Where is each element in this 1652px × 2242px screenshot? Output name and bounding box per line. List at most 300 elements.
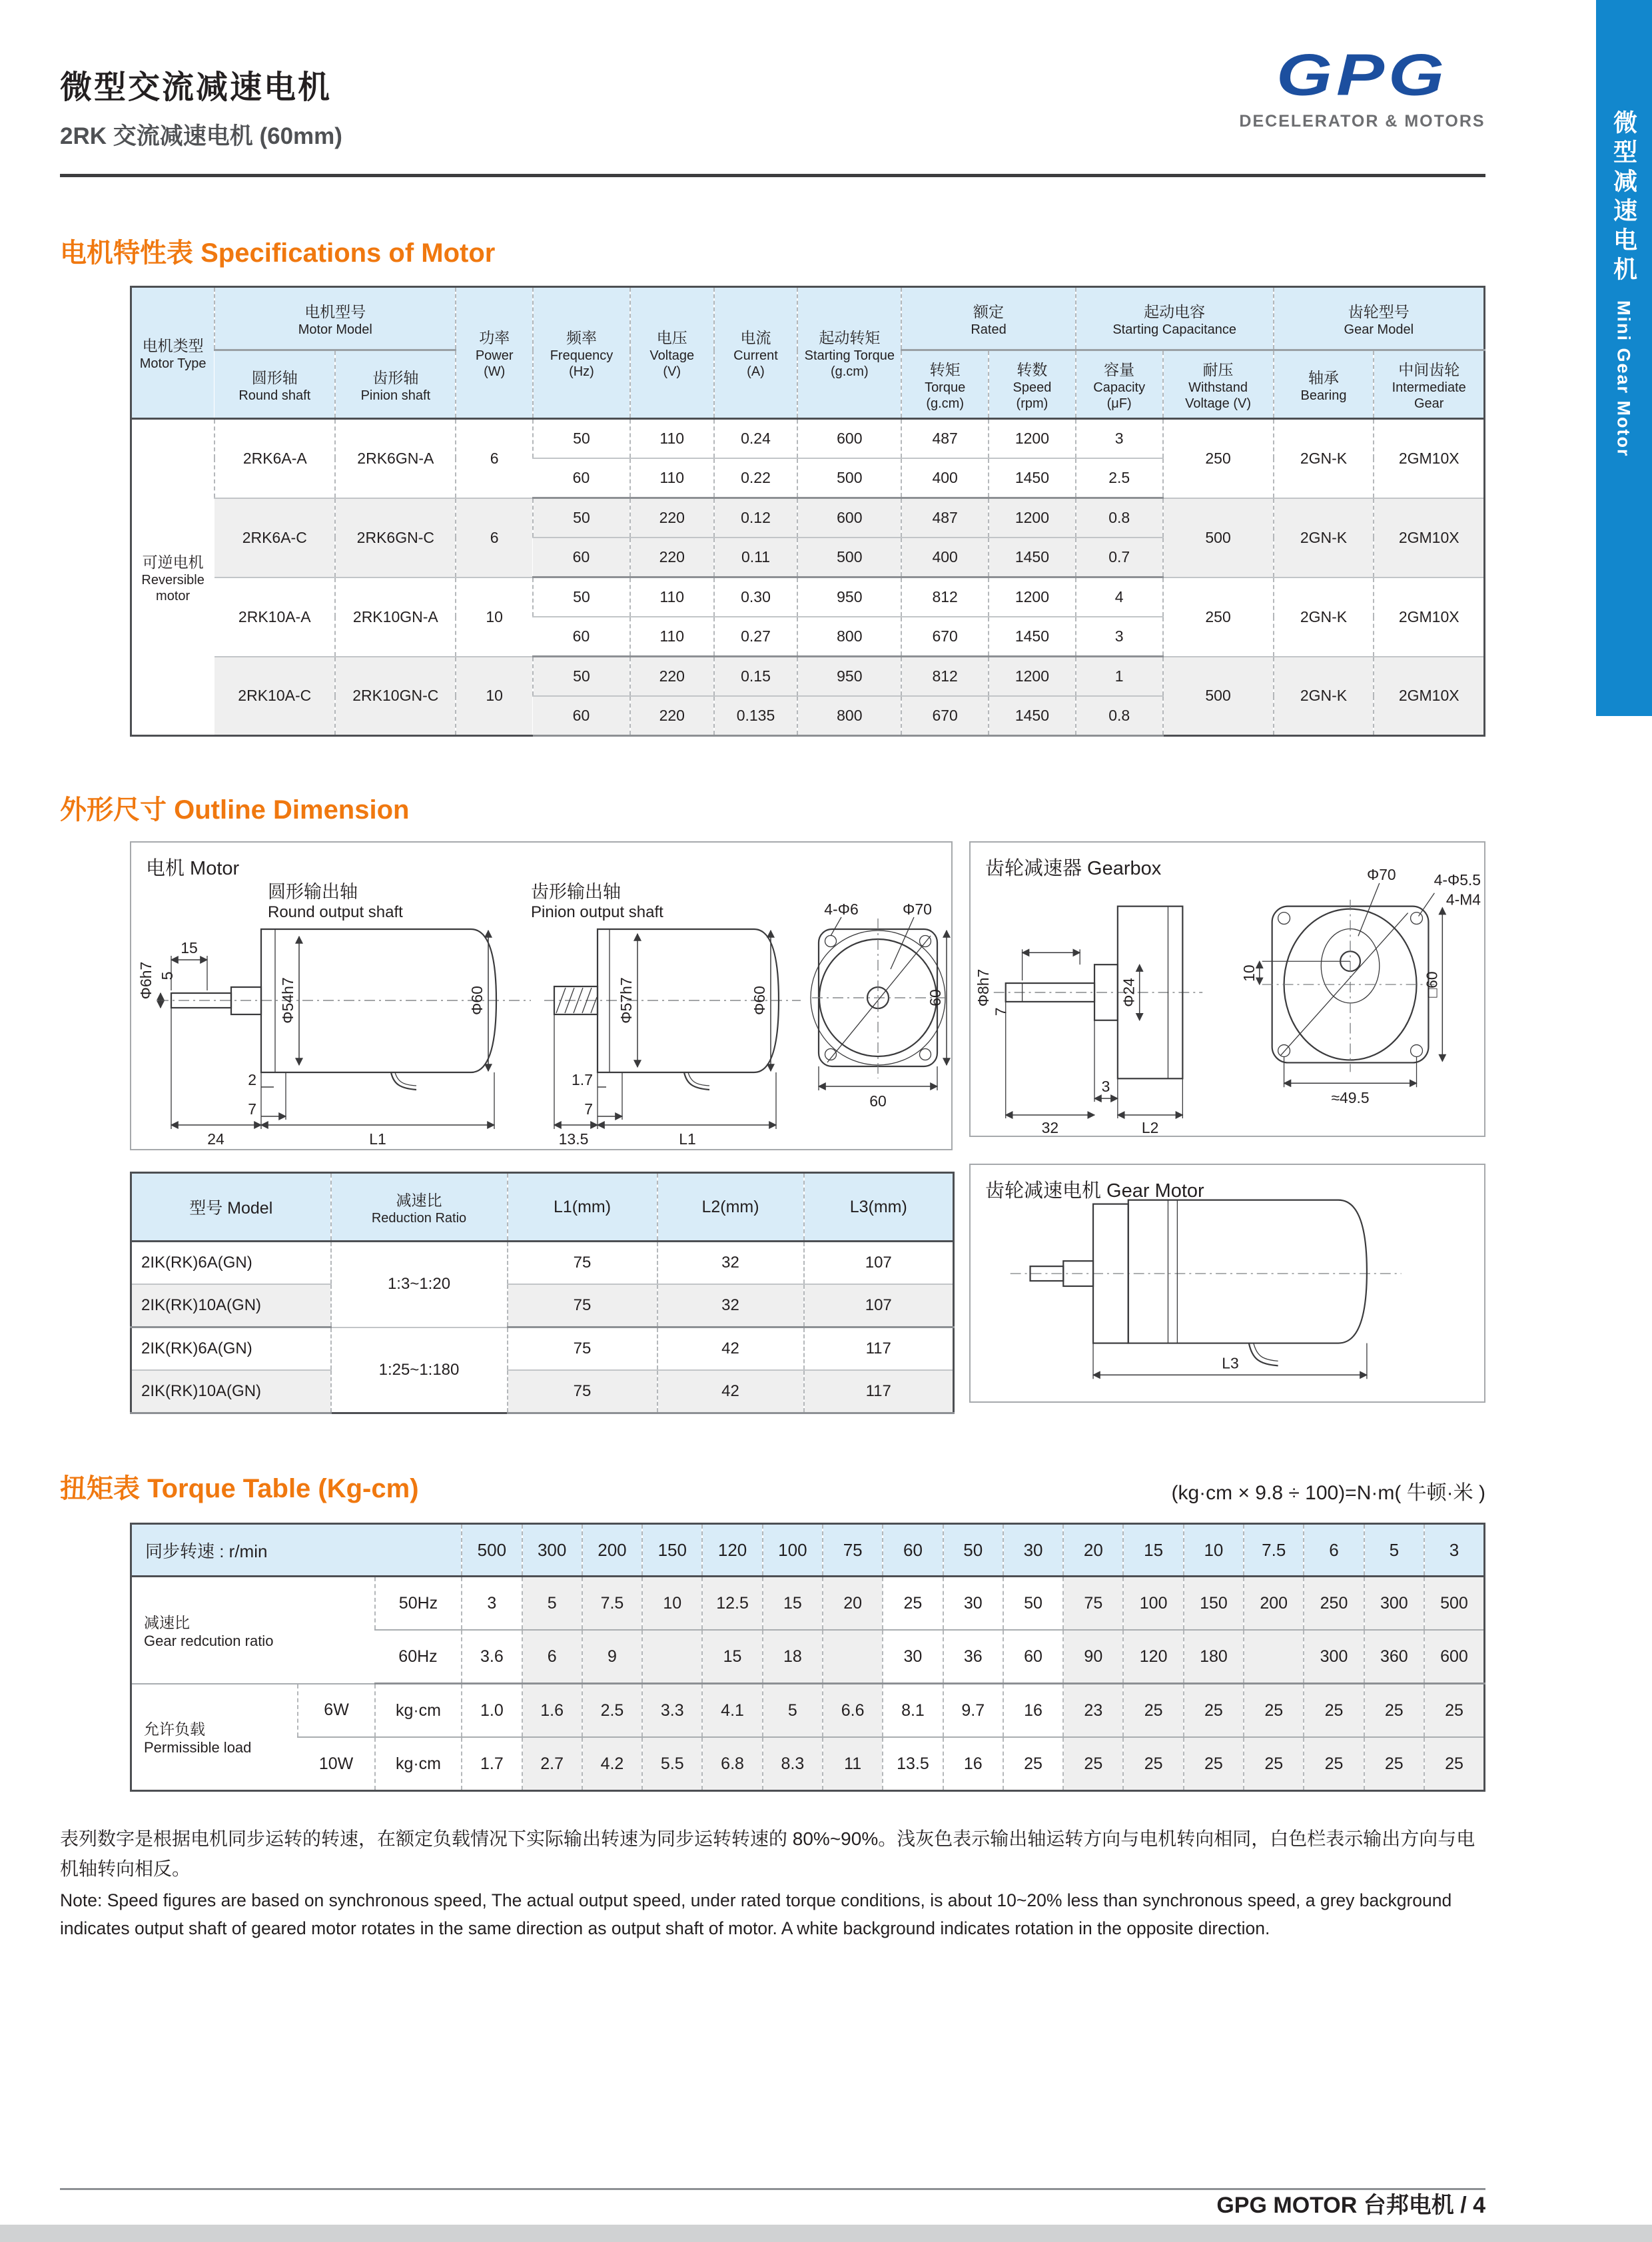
ratio-label-cn: 减速比 [144, 1613, 190, 1631]
dim-label: 7 [248, 1100, 256, 1118]
gpg-logo-mark: GPG [1276, 41, 1449, 108]
hdr-cn: 轴承 [1308, 368, 1339, 386]
footer-page-label: GPG MOTOR 台邦电机 / 4 [1216, 2193, 1485, 2218]
torque-cell: 23 [1063, 1684, 1123, 1738]
dim-cell-ratio: 1:25~1:180 [331, 1327, 508, 1413]
torque-cell: 25 [1123, 1737, 1183, 1791]
torque-cell: 5.5 [642, 1737, 702, 1791]
hdr-cn: 齿轮型号 [1348, 302, 1410, 320]
cell-volt: 110 [630, 458, 714, 498]
cell-bearing: 2GN-K [1274, 419, 1374, 498]
hdr-en: Speed [1013, 380, 1052, 395]
cell-pinion-model: 2RK6GN-C [335, 498, 456, 577]
torque-cell: 25 [1304, 1737, 1364, 1791]
dim-cell-model: 2IK(RK)6A(GN) [131, 1327, 331, 1371]
torque-cell: 4.1 [702, 1684, 762, 1738]
side-tab-label-en: Mini Gear Motor [1613, 300, 1634, 458]
table-row [131, 498, 1485, 538]
gearbox-outline-drawing [971, 843, 1484, 1136]
hdr-unit: Gear [1414, 396, 1444, 411]
note-chinese: 表列数字是根据电机同步运转的转速，在额定负载情况下实际输出转速为同步运转转速的 80%~90%。浅灰色表示输出轴运转方向与电机转向相同，白色栏表示输出方向与电机轴转向相反。 [60, 1828, 1475, 1880]
torque-section-header [60, 1467, 1485, 1505]
cell-withstand: 250 [1163, 419, 1274, 498]
torque-cell: 25 [1184, 1684, 1244, 1738]
dim-label: 7 [992, 1007, 1010, 1016]
torque-unit-formula: (kg·cm × 9.8 ÷ 100)=N·m( 牛顿·米 ) [1171, 1482, 1485, 1504]
col-header-round-shaft [214, 350, 335, 419]
dim-label: Φ70 [1366, 865, 1396, 883]
col-header-starting-torque [797, 287, 901, 419]
round-shaft-title-cn: 圆形输出轴 [268, 882, 358, 902]
outline-left-column [130, 841, 953, 1414]
torque-table [130, 1523, 1485, 1792]
col-header-bearing [1274, 350, 1374, 419]
col-header-current [714, 287, 798, 419]
col-header-frequency [533, 287, 630, 419]
cell-capacity: 3 [1076, 419, 1163, 459]
col-header-pinion-shaft [335, 350, 456, 419]
cell-pinion-model: 2RK10GN-A [335, 577, 456, 657]
hdr-en: Round shaft [238, 388, 311, 403]
cell-curr: 0.30 [714, 577, 798, 617]
outline-drawings-row [130, 841, 1485, 1414]
torque-cell: 25 [1063, 1737, 1123, 1791]
torque-cell: 1.7 [462, 1737, 522, 1791]
torque-cell: 60 [1003, 1630, 1063, 1684]
hdr-en: Reduction Ratio [371, 1210, 467, 1226]
hdr-unit: (A) [747, 364, 765, 379]
cell-withstand: 500 [1163, 498, 1274, 577]
motor-spec-table [130, 286, 1485, 737]
motor-front-view [811, 901, 947, 1110]
torque-50hz-label: 50Hz [375, 1577, 462, 1631]
cell-curr: 0.11 [714, 538, 798, 577]
torque-cell: 8.1 [883, 1684, 943, 1738]
table-row [131, 1370, 954, 1413]
side-tab-text [1607, 110, 1641, 458]
torque-cell: 15 [702, 1630, 762, 1684]
section-title-specifications: 电机特性表 Specifications of Motor [60, 238, 496, 268]
cell-pinion-model: 2RK6GN-A [335, 419, 456, 498]
dim-label: 10 [1240, 964, 1258, 982]
hdr-cn: 频率 [566, 329, 597, 346]
torque-cell: 12.5 [702, 1577, 762, 1631]
cell-curr: 0.135 [714, 696, 798, 736]
dim-cell-l2: 32 [657, 1284, 804, 1327]
torque-cell: 25 [1003, 1737, 1063, 1791]
table-row [131, 1737, 1485, 1791]
table-row [131, 1684, 1485, 1738]
cell-start-torque: 950 [797, 577, 901, 617]
torque-cell [642, 1630, 702, 1684]
dim-cell-l1: 75 [508, 1242, 657, 1285]
torque-cell: 25 [1424, 1737, 1485, 1791]
torque-cell: 9.7 [943, 1684, 1003, 1738]
dim-col-l3: L3(mm) [804, 1173, 954, 1242]
hdr-en: Starting Capacitance [1112, 322, 1236, 337]
col-header-motor-model [214, 287, 456, 350]
page-content [60, 0, 1485, 1942]
torque-cell: 120 [1123, 1630, 1183, 1684]
torque-cell: 9 [582, 1630, 642, 1684]
hdr-cn: 减速比 [396, 1191, 442, 1209]
col-header-rated-torque [901, 350, 989, 419]
torque-cell: 6 [522, 1630, 582, 1684]
torque-cell: 20 [823, 1577, 883, 1631]
cell-start-torque: 500 [797, 538, 901, 577]
cell-bearing: 2GN-K [1274, 498, 1374, 577]
hdr-cn: 电机类型 [142, 337, 204, 354]
torque-cell: 16 [943, 1737, 1003, 1791]
col-header-gear-model [1274, 287, 1485, 350]
torque-cell [823, 1630, 883, 1684]
torque-cell: 250 [1304, 1577, 1364, 1631]
torque-speed-header: 100 [763, 1524, 823, 1577]
torque-cell: 8.3 [763, 1737, 823, 1791]
outline-dimension-table [130, 1172, 955, 1414]
torque-cell: 30 [883, 1630, 943, 1684]
cell-capacity: 0.8 [1076, 498, 1163, 538]
cell-intermediate: 2GM10X [1374, 498, 1484, 577]
cell-round-model: 2RK6A-C [214, 498, 335, 577]
dim-label: Φ6h7 [137, 961, 155, 1000]
hdr-cn: 电压 [656, 329, 687, 346]
round-shaft-title-en: Round output shaft [268, 903, 403, 921]
gearbox-side-view [975, 907, 1202, 1136]
header-divider [60, 174, 1485, 177]
torque-cell: 300 [1304, 1630, 1364, 1684]
right-edge-tab [1596, 0, 1652, 716]
torque-speed-header: 3 [1424, 1524, 1485, 1577]
cell-withstand: 250 [1163, 577, 1274, 657]
dim-label: 4-Φ5.5 [1434, 871, 1481, 889]
cell-start-torque: 500 [797, 458, 901, 498]
hdr-cn: 电流 [740, 329, 771, 346]
hdr-cn: 转矩 [929, 360, 961, 378]
hdr-cn: 功率 [479, 329, 510, 346]
hdr-en: Frequency [550, 348, 614, 363]
dim-label: L1 [679, 1130, 696, 1148]
dim-label: 60 [869, 1092, 887, 1110]
dim-col-ratio [331, 1173, 508, 1242]
motor-box-label: 电机 Motor [146, 858, 240, 879]
gearmotor-side-view [1011, 1200, 1402, 1379]
hdr-en: Current [733, 348, 778, 363]
motor-drawing-box [130, 841, 953, 1150]
cell-speed: 1450 [989, 538, 1076, 577]
load-label-cn: 允许负载 [144, 1720, 205, 1738]
torque-cell: 600 [1424, 1630, 1485, 1684]
hdr-en: Bearing [1300, 388, 1347, 403]
cell-volt: 110 [630, 419, 714, 459]
dim-label: □60 [1423, 971, 1441, 998]
section-title-outline: 外形尺寸 Outline Dimension [60, 795, 410, 825]
torque-cell: 75 [1063, 1577, 1123, 1631]
dim-cell-l2: 42 [657, 1327, 804, 1371]
cell-volt: 220 [630, 538, 714, 577]
dim-label: 2 [248, 1071, 256, 1088]
cell-capacity: 3 [1076, 617, 1163, 657]
torque-cell: 100 [1123, 1577, 1183, 1631]
torque-ratio-label [131, 1577, 375, 1684]
cell-bearing: 2GN-K [1274, 657, 1374, 736]
pinion-shaft-title-en: Pinion output shaft [531, 903, 663, 921]
dim-cell-l3: 107 [804, 1242, 954, 1285]
torque-cell: 1.0 [462, 1684, 522, 1738]
cell-start-torque: 950 [797, 657, 901, 697]
torque-cell: 3.3 [642, 1684, 702, 1738]
cell-round-model: 2RK10A-C [214, 657, 335, 736]
torque-cell: 3 [462, 1577, 522, 1631]
cell-curr: 0.12 [714, 498, 798, 538]
ratio-label-en: Gear redcution ratio [144, 1632, 274, 1649]
torque-cell: 2.5 [582, 1684, 642, 1738]
cell-round-model: 2RK6A-A [214, 419, 335, 498]
torque-cell: 200 [1244, 1577, 1304, 1631]
load-label-en: Permissible load [144, 1739, 252, 1756]
col-header-voltage [630, 287, 714, 419]
torque-speed-header: 300 [522, 1524, 582, 1577]
dim-cell-l1: 75 [508, 1327, 657, 1371]
torque-cell: 2.7 [522, 1737, 582, 1791]
dim-label: Φ8h7 [974, 968, 992, 1007]
col-header-rated-speed [989, 350, 1076, 419]
torque-speed-header: 30 [1003, 1524, 1063, 1577]
torque-cell: 25 [1244, 1684, 1304, 1738]
torque-cell: 5 [522, 1577, 582, 1631]
hdr-cn: 耐压 [1202, 360, 1234, 378]
table-row [131, 1284, 954, 1327]
cell-power: 10 [456, 577, 533, 657]
dim-label: Φ24 [1120, 978, 1138, 1007]
col-header-withstand-voltage [1163, 350, 1274, 419]
note-english: Note: Speed figures are based on synchronous speed, The actual output speed, under rated torque conditions, is about 10~20% less than synchronous speed, a grey background indicates output shaft of geared motor rotates in the same direction as output shaft of motor. A white background indicates rotation in the opposite direction. [60, 1890, 1452, 1938]
cell-speed: 1200 [989, 657, 1076, 697]
dim-cell-l3: 107 [804, 1284, 954, 1327]
torque-cell: 500 [1424, 1577, 1485, 1631]
cell-power: 6 [456, 498, 533, 577]
dim-cell-l3: 117 [804, 1370, 954, 1413]
torque-cell: 50 [1003, 1577, 1063, 1631]
gearmotor-drawing-box [969, 1164, 1485, 1403]
hdr-unit: (g.cm) [926, 396, 964, 411]
hdr-en: Rated [971, 322, 1007, 337]
hdr-en: Pinion shaft [360, 388, 431, 403]
cell-volt: 220 [630, 696, 714, 736]
torque-cell: 36 [943, 1630, 1003, 1684]
torque-cell: 7.5 [582, 1577, 642, 1631]
hdr-en: Starting Torque [804, 348, 895, 363]
hdr-en: Motor Type [139, 356, 206, 371]
torque-cell: 18 [763, 1630, 823, 1684]
torque-speed-header: 6 [1304, 1524, 1364, 1577]
cell-speed: 1450 [989, 617, 1076, 657]
col-header-capacity [1076, 350, 1163, 419]
dim-label: Φ60 [751, 986, 768, 1015]
torque-cell: 25 [883, 1577, 943, 1631]
cell-freq: 60 [533, 617, 630, 657]
torque-cell: 180 [1184, 1630, 1244, 1684]
cell-bearing: 2GN-K [1274, 577, 1374, 657]
cell-freq: 50 [533, 498, 630, 538]
dim-label: Φ57h7 [618, 977, 635, 1024]
torque-cell: 4.2 [582, 1737, 642, 1791]
table-row [131, 657, 1485, 697]
cell-start-torque: 600 [797, 419, 901, 459]
cell-torque: 400 [901, 538, 989, 577]
dim-cell-model: 2IK(RK)10A(GN) [131, 1370, 331, 1413]
hdr-cn: 起动电容 [1144, 302, 1206, 320]
torque-cell: 90 [1063, 1630, 1123, 1684]
table-row [131, 419, 1485, 459]
hdr-cn: 额定 [973, 302, 1005, 320]
cell-freq: 50 [533, 657, 630, 697]
col-header-power [456, 287, 533, 419]
torque-speed-header: 60 [883, 1524, 943, 1577]
cell-round-model: 2RK10A-A [214, 577, 335, 657]
gpg-logo [1239, 39, 1485, 131]
cell-capacity: 1 [1076, 657, 1163, 697]
torque-speed-header: 200 [582, 1524, 642, 1577]
dim-label: Φ60 [468, 986, 486, 1015]
cell-volt: 110 [630, 617, 714, 657]
cell-start-torque: 800 [797, 696, 901, 736]
dim-label: 60 [927, 989, 944, 1006]
cell-power: 10 [456, 657, 533, 736]
dim-cell-l1: 75 [508, 1370, 657, 1413]
pinion-shaft-title [531, 877, 663, 922]
dim-col-l2: L2(mm) [657, 1173, 804, 1242]
torque-speed-header: 15 [1123, 1524, 1183, 1577]
hdr-en: Voltage [649, 348, 695, 363]
table-row [131, 1577, 1485, 1631]
dim-label: Φ54h7 [279, 977, 296, 1024]
cell-speed: 1200 [989, 577, 1076, 617]
cell-freq: 60 [533, 458, 630, 498]
cell-curr: 0.15 [714, 657, 798, 697]
dim-cell-l1: 75 [508, 1284, 657, 1327]
cell-intermediate: 2GM10X [1374, 577, 1484, 657]
hdr-en: Intermediate [1392, 380, 1466, 395]
cell-freq: 50 [533, 577, 630, 617]
torque-60hz-label: 60Hz [375, 1630, 462, 1684]
dim-label: 7 [584, 1100, 593, 1118]
dim-label: ≈49.5 [1331, 1089, 1370, 1107]
dim-cell-model: 2IK(RK)6A(GN) [131, 1242, 331, 1285]
gearbox-box-label: 齿轮减速器 Gearbox [985, 858, 1162, 879]
dim-label: 15 [181, 939, 198, 956]
torque-cell: 6.6 [823, 1684, 883, 1738]
hdr-unit: Voltage (V) [1185, 396, 1252, 411]
section-title-torque: 扭矩表 Torque Table (Kg-cm) [60, 1474, 419, 1503]
torque-speed-header: 10 [1184, 1524, 1244, 1577]
cell-freq: 60 [533, 696, 630, 736]
cell-torque: 812 [901, 657, 989, 697]
cell-start-torque: 600 [797, 498, 901, 538]
dim-col-l1: L1(mm) [508, 1173, 657, 1242]
cell-torque: 812 [901, 577, 989, 617]
gearbox-front-view [1240, 866, 1481, 1106]
cell-capacity: 4 [1076, 577, 1163, 617]
motor-type-cn: 可逆电机 [142, 554, 204, 571]
gearmotor-box-label: 齿轮减速电机 Gear Motor [985, 1180, 1204, 1202]
side-tab-label-cn: 微型减速电机 [1610, 110, 1638, 286]
notes-block [60, 1824, 1485, 1942]
torque-load-label [131, 1684, 298, 1791]
torque-speed-header: 5 [1364, 1524, 1424, 1577]
table-row [131, 1524, 1485, 1577]
torque-cell: 13.5 [883, 1737, 943, 1791]
cell-torque: 400 [901, 458, 989, 498]
outline-right-column [969, 841, 1485, 1414]
hdr-unit: (V) [663, 364, 681, 379]
page-subtitle: 2RK 交流减速电机 (60mm) [60, 123, 342, 149]
dim-label: 3 [1101, 1078, 1110, 1096]
cell-curr: 0.27 [714, 617, 798, 657]
dim-label: L3 [1222, 1354, 1239, 1372]
torque-cell: 25 [1244, 1737, 1304, 1791]
cell-intermediate: 2GM10X [1374, 657, 1484, 736]
torque-cell: 25 [1123, 1684, 1183, 1738]
torque-cell: 30 [943, 1577, 1003, 1631]
col-header-intermediate-gear [1374, 350, 1484, 419]
dim-label: 13.5 [558, 1130, 589, 1148]
cell-motor-type [131, 419, 215, 736]
gpg-logo-tagline: DECELERATOR & MOTORS [1239, 112, 1485, 131]
col-header-rated [901, 287, 1076, 350]
cell-intermediate: 2GM10X [1374, 419, 1484, 498]
cell-freq: 50 [533, 419, 630, 459]
pinion-shaft-view [544, 929, 801, 1148]
hdr-cn: 起动转矩 [819, 329, 881, 346]
torque-speed-header: 500 [462, 1524, 522, 1577]
hdr-en: Torque [925, 380, 966, 395]
dim-label: 1.7 [572, 1071, 593, 1088]
torque-cell: 25 [1304, 1684, 1364, 1738]
cell-speed: 1200 [989, 498, 1076, 538]
cell-capacity: 0.8 [1076, 696, 1163, 736]
cell-volt: 110 [630, 577, 714, 617]
torque-speed-header: 150 [642, 1524, 702, 1577]
cell-pinion-model: 2RK10GN-C [335, 657, 456, 736]
dim-label: 4-Φ6 [824, 901, 859, 918]
torque-cell: 3.6 [462, 1630, 522, 1684]
cell-volt: 220 [630, 657, 714, 697]
col-header-starting-capacitance [1076, 287, 1274, 350]
footer-band [0, 2225, 1652, 2242]
hdr-en: Power [475, 348, 514, 363]
motor-type-en: Reversible motor [141, 573, 205, 603]
col-header-motor-type [131, 287, 215, 419]
dim-label: Φ70 [903, 901, 932, 918]
hdr-unit: (rpm) [1016, 396, 1048, 411]
torque-speed-header: 20 [1063, 1524, 1123, 1577]
hdr-en: Motor Model [298, 322, 372, 337]
torque-6w-label: 6W [298, 1684, 374, 1738]
round-shaft-view [137, 929, 531, 1148]
round-shaft-title [268, 877, 403, 922]
cell-freq: 60 [533, 538, 630, 577]
torque-cell: 15 [763, 1577, 823, 1631]
hdr-unit: (W) [484, 364, 506, 379]
table-row [131, 577, 1485, 617]
table-row [131, 1242, 954, 1285]
dim-cell-ratio: 1:3~1:20 [331, 1242, 508, 1327]
hdr-cn: 转数 [1017, 360, 1048, 378]
torque-cell: 1.6 [522, 1684, 582, 1738]
dim-cell-model: 2IK(RK)10A(GN) [131, 1284, 331, 1327]
dim-cell-l3: 117 [804, 1327, 954, 1371]
